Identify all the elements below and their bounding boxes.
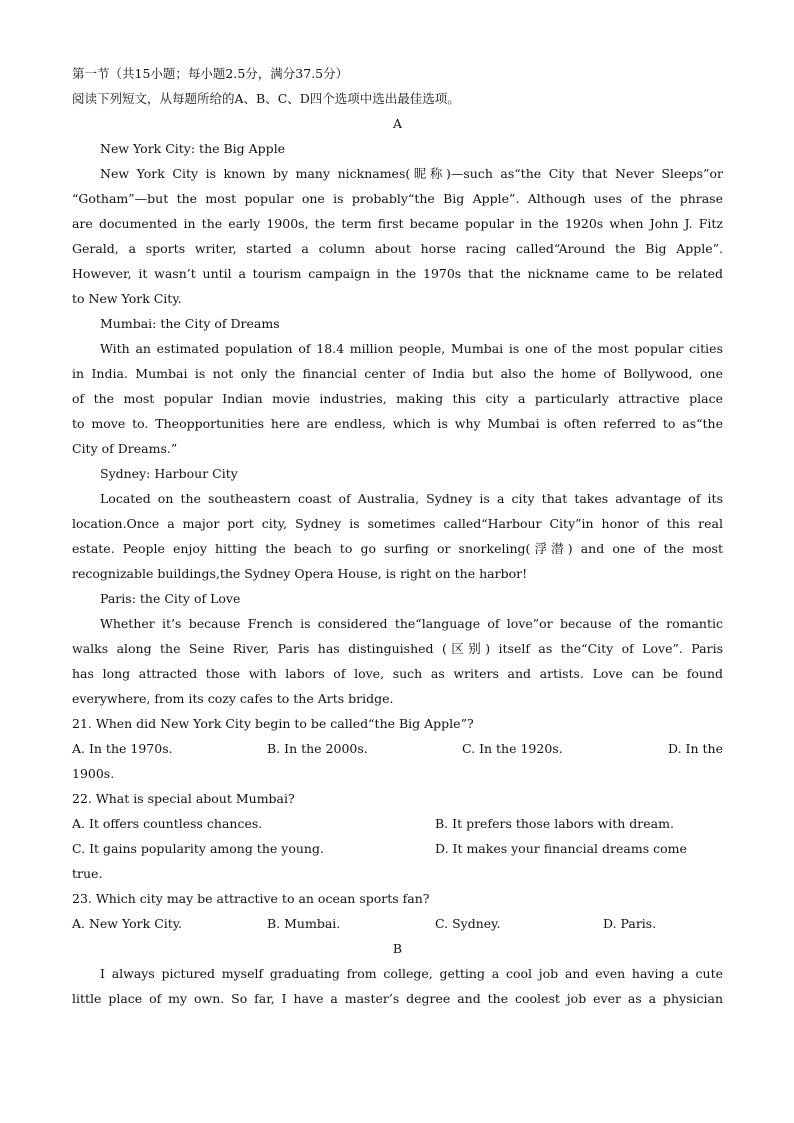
section-instruction: 阅读下列短文，从每题所给的A、B、C、D四个选项中选出最佳选项。 xyxy=(72,91,460,106)
q23-option-d: D. Paris. xyxy=(603,916,657,931)
paris-line-2: walks along the Seine River, Paris has distinguished (区别) itself as the“City of Love”. Paris xyxy=(72,641,723,656)
nyc-line-6: to New York City. xyxy=(72,291,182,306)
question-22-options-row-1 xyxy=(72,811,723,836)
q21-option-a: A. In the 1970s. xyxy=(72,741,173,756)
question-22-options-row-2 xyxy=(72,836,723,861)
nyc-line-4: Gerald, a sports writer, started a column about horse racing called“Around the Big Apple”. xyxy=(72,241,723,256)
q22-option-c: C. It gains popularity among the young. xyxy=(72,841,324,856)
passage-b-line-2: little place of my own. So far, I have a master’s degree and the coolest job ever as a physician xyxy=(72,991,723,1006)
passage-b-label: B xyxy=(392,941,403,956)
nyc-line-3: are documented in the early 1900s, the term first became popular in the 1920s when John J. Fitz xyxy=(72,216,723,231)
q22-option-a: A. It offers countless chances. xyxy=(72,816,263,831)
nyc-line-5: However, it wasn’t until a tourism campaign in the 1970s that the nickname came to be related xyxy=(72,266,723,281)
q23-option-b: B. Mumbai. xyxy=(267,916,341,931)
paris-line-3: has long attracted those with labors of love, such as writers and artists. Love can be found xyxy=(72,666,723,681)
passage-b-line-1: I always pictured myself graduating from college, getting a cool job and even having a cute xyxy=(100,966,723,981)
q21-option-b: B. In the 2000s. xyxy=(267,741,368,756)
paris-line-4: everywhere, from its cozy cafes to the Arts bridge. xyxy=(72,691,394,706)
mumbai-heading: Mumbai: the City of Dreams xyxy=(100,316,280,331)
nyc-heading: New York City: the Big Apple xyxy=(100,141,286,156)
paris-heading: Paris: the City of Love xyxy=(100,591,241,606)
nyc-line-2: “Gotham”—but the most popular one is probably“the Big Apple”. Although uses of the phrase xyxy=(72,191,723,206)
mumbai-line-2: in India. Mumbai is not only the financial center of India but also the home of Bollywood, one xyxy=(72,366,723,381)
sydney-line-3: estate. People enjoy hitting the beach to go surfing or snorkeling(浮潜) and one of the most xyxy=(72,541,723,556)
mumbai-line-3: of the most popular Indian movie industries, making this city a particularly attractive place xyxy=(72,391,723,406)
nyc-line-1: New York City is known by many nicknames(昵称)—such as“the City that Never Sleeps”or xyxy=(100,166,723,181)
question-23-options xyxy=(72,911,723,936)
mumbai-line-4: to move to. Theopportunities here are endless, which is why Mumbai is often referred to as“the xyxy=(72,416,723,431)
sydney-line-1: Located on the southeastern coast of Australia, Sydney is a city that takes advantage of its xyxy=(100,491,723,506)
sydney-line-2: location.Once a major port city, Sydney is sometimes called“Harbour City”in honor of this real xyxy=(72,516,723,531)
passage-a-label: A xyxy=(392,116,403,131)
question-21-options xyxy=(72,736,723,761)
mumbai-line-5: City of Dreams.” xyxy=(72,441,178,456)
q21-option-d-continued: 1900s. xyxy=(72,766,115,781)
q23-option-a: A. New York City. xyxy=(72,916,183,931)
question-21-stem: 21. When did New York City begin to be called“the Big Apple”? xyxy=(72,716,474,731)
paris-line-1: Whether it’s because French is considered the“language of love”or because of the romantic xyxy=(100,616,723,631)
sydney-heading: Sydney: Harbour City xyxy=(100,466,238,481)
q22-option-d-continued: true. xyxy=(72,866,103,881)
q23-option-c: C. Sydney. xyxy=(435,916,501,931)
q22-option-b: B. It prefers those labors with dream. xyxy=(435,816,674,831)
sydney-line-4: recognizable buildings,the Sydney Opera House, is right on the harbor! xyxy=(72,566,528,581)
exam-page xyxy=(72,61,723,1011)
q21-option-d: D. In the xyxy=(668,741,723,756)
question-23-stem: 23. Which city may be attractive to an ocean sports fan? xyxy=(72,891,430,906)
question-22-stem: 22. What is special about Mumbai? xyxy=(72,791,295,806)
q21-option-c: C. In the 1920s. xyxy=(462,741,563,756)
section-header: 第一节（共15小题；每小题2.5分，满分37.5分） xyxy=(72,66,349,81)
q22-option-d: D. It makes your financial dreams come xyxy=(435,841,687,856)
mumbai-line-1: With an estimated population of 18.4 million people, Mumbai is one of the most popular cities xyxy=(100,341,723,356)
